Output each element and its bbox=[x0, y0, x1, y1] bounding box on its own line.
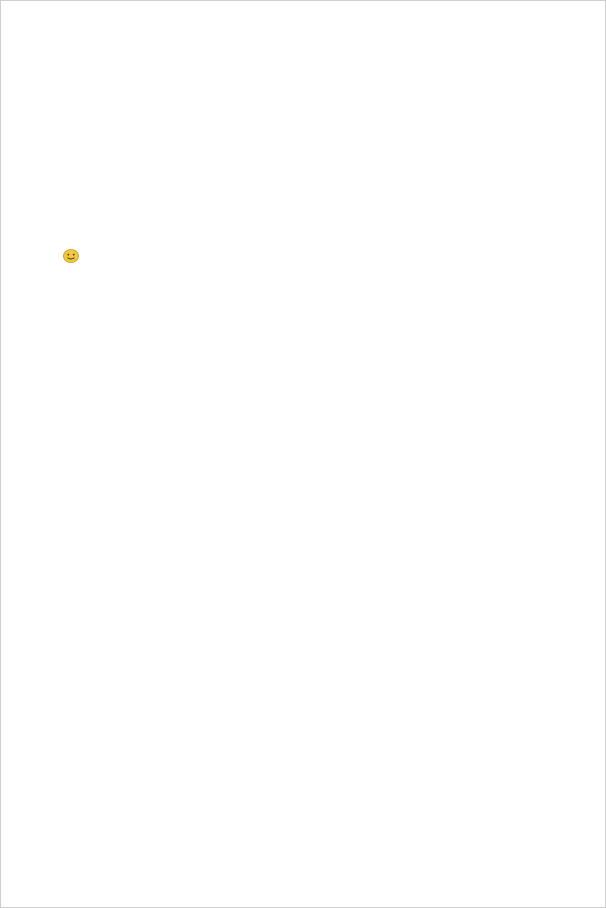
body-paragraph bbox=[62, 246, 556, 268]
smiley-icon bbox=[63, 249, 79, 263]
